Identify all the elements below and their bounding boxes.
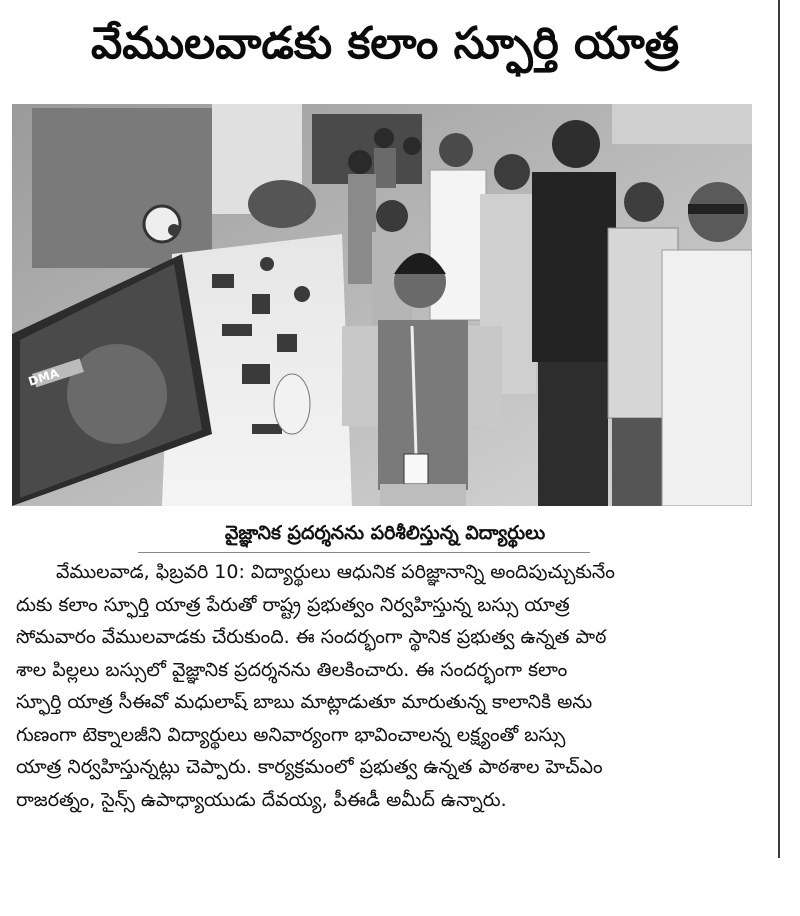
article-body [16, 556, 758, 816]
article-line: సోమవారం వేములవాడకు చేరుకుంది. ఈ సందర్భంగా స్థానిక ప్రభుత్వ ఉన్నత పాఠ [16, 626, 607, 648]
article-line: యాత్ర నిర్వహిస్తున్నట్లు చెప్పారు. కార్యక్రమంలో ప్రభుత్వ ఉన్నత పాఠశాల హెచ్ఎం [16, 756, 603, 778]
article-line: దుకు కలాం స్ఫూర్తి యాత్ర పేరుతో రాష్ట్ర ప్రభుత్వం నిర్వహిస్తున్న బస్సు యాత్ర [16, 593, 570, 616]
news-photo [12, 104, 752, 506]
article-line: స్ఫూర్తి యాత్ర సీఈవో మధులాష్ బాబు మాట్లాడుతూ మారుతున్న కాలానికి అను [16, 691, 593, 713]
column-rule [778, 0, 780, 858]
headline: వేములవాడకు కలాం స్ఫూర్తి యాత్ర [91, 18, 679, 69]
article-line: వేములవాడ, ఫిబ్రవరి 10: విద్యార్థులు ఆధునిక పరిజ్ఞానాన్ని అందిపుచ్చుకునేం [56, 561, 615, 583]
monitor-screen-text: DMA [26, 365, 61, 389]
photo-illustration [12, 104, 752, 506]
photo-caption: వైజ్ఞానిక ప్రదర్శనను పరిశీలిస్తున్న విద్యార్థులు [224, 522, 546, 544]
caption-underline [138, 552, 590, 553]
article-line: శాల పిల్లలు బస్సులో వైజ్ఞానిక ప్రదర్శనను తిలకించారు. ఈ సందర్భంగా కలాం [16, 658, 568, 681]
article-line: గుణంగా టెక్నాలజీని విద్యార్థులు అనివార్యంగా భావించాలన్న లక్ష్యంతో బస్సు [16, 723, 566, 746]
article-line: రాజరత్నం, సైన్స్ ఉపాధ్యాయుడు దేవయ్య, పీఈడీ అమీద్ ఉన్నారు. [16, 788, 507, 811]
